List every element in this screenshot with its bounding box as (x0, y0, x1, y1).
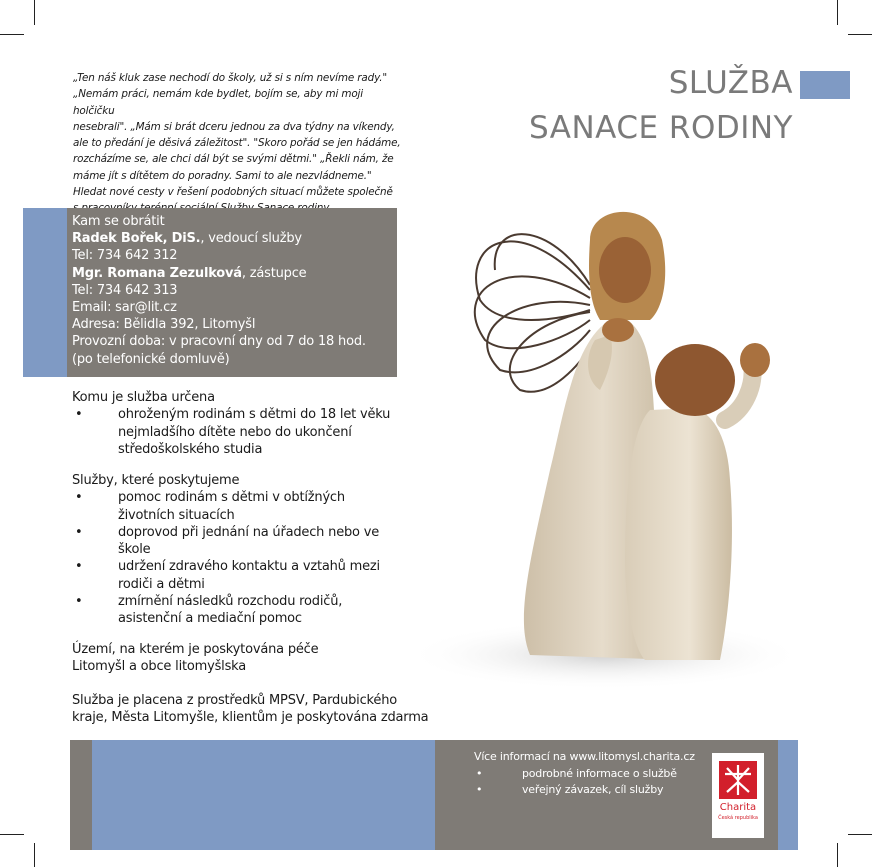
bullet-icon: • (75, 524, 83, 540)
funding-note (72, 692, 429, 727)
child-body (625, 408, 732, 660)
territory-section (72, 641, 402, 676)
crop-mark (848, 834, 872, 835)
contact-heading: Kam se obrátit (72, 214, 165, 229)
footer-blue-right (778, 740, 798, 850)
footer-blue-panel (92, 740, 435, 850)
page-title-line1: SLUŽBA (668, 65, 793, 101)
logo-subtitle: Česká republika (718, 815, 758, 821)
contact-person-2 (72, 265, 397, 282)
person2-role: , zástupce (241, 265, 307, 281)
crop-mark (0, 34, 24, 35)
list-item: • doprovod při jednání na úřadech nebo ve škole (75, 524, 380, 558)
intro-quote (73, 70, 403, 217)
footer-info-panel (435, 740, 778, 850)
charita-cross-icon (719, 761, 757, 799)
services-heading: Služby, které poskytujeme (72, 473, 240, 488)
person2-name: Mgr. Romana Zezulková (72, 265, 242, 281)
child-head (655, 344, 735, 416)
crop-mark (34, 843, 35, 867)
contact-hours-note: (po telefonické domluvě) (72, 351, 230, 367)
funding-line-1: Služba je placena z prostředků MPSV, Pardubického (72, 693, 397, 708)
contact-person-1 (72, 230, 397, 247)
contact-hours: Provozní doba: v pracovní dny od 7 do 18 hod. (72, 334, 366, 350)
bullet-icon: • (75, 559, 83, 575)
list-item: • ohroženým rodinám s dětmi do 18 let věku nejmladšího dítěte nebo do ukončení středoškolského studia (75, 407, 391, 457)
charita-logo (712, 753, 764, 838)
bullet-icon: • (75, 490, 83, 506)
contact-email: Email: sar@lit.cz (72, 300, 177, 316)
territory-text: Litomyšl a obce litomyšlska (72, 659, 247, 675)
crop-mark (848, 34, 872, 35)
intro-line: máme jít s dítětem do poradny. Sami to ale nezvládneme." (73, 169, 372, 182)
list-item: • podrobné informace o službě (474, 766, 695, 783)
intro-line: ale to předání je děsivá záležitost". "Skoro pořád se jen hádáme, (73, 137, 401, 150)
logo-name: Charita (719, 802, 757, 813)
intro-line: „Nemám práci, nemám kde bydlet, bojím se, aby mi moji holčičku (73, 88, 363, 117)
crop-mark (0, 834, 24, 835)
for-whom-section (72, 389, 402, 458)
person1-phone: Tel: 734 642 312 (72, 248, 178, 264)
child-hand (740, 343, 770, 377)
for-whom-heading: Komu je služba určena (72, 390, 215, 405)
bullet-icon: • (476, 766, 483, 780)
contact-address: Adresa: Bělidla 392, Litomyšl (72, 317, 256, 333)
bullet-icon: • (75, 407, 83, 423)
intro-line: „Ten náš kluk zase nechodí do školy, už si s ním nevíme rady." (73, 72, 388, 84)
angel-hand (602, 318, 634, 342)
angel-face (599, 237, 651, 303)
list-item: • udržení zdravého kontaktu a vztahů mezi rodiči a dětmi (75, 559, 380, 592)
bullet-icon: • (75, 594, 83, 610)
bullet-icon: • (476, 783, 483, 796)
contact-box (67, 208, 397, 377)
crop-mark (837, 843, 838, 867)
person1-role: , vedoucí služby (200, 231, 302, 247)
more-info-heading[interactable]: Více informací na www.litomysl.charita.cz (474, 750, 695, 763)
intro-line: rozcházíme se, ale chci dál být se svými dětmi." „Řekli nám, že (73, 153, 394, 166)
list-item: • zmírnění následků rozchodu rodičů, asistenční a mediační pomoc (75, 594, 343, 627)
person1-name: Radek Bořek, DiS. (72, 231, 201, 247)
territory-heading: Území, na kterém je poskytována péče (72, 642, 319, 657)
footer-gray-left (70, 740, 92, 850)
intro-line: nesebrali". „Mám si brát dceru jednou za dva týdny na víkendy, (73, 120, 395, 133)
person2-phone: Tel: 734 642 313 (72, 282, 178, 298)
crop-mark (34, 0, 35, 25)
list-item: • veřejný závazek, cíl služby (474, 782, 695, 799)
funding-line-2: kraje, Města Litomyšle, klientům je poskytována zdarma (72, 710, 429, 726)
crop-mark (837, 0, 838, 25)
list-item: • pomoc rodinám s dětmi v obtížných životních situacích (75, 490, 345, 523)
contact-accent-bar (23, 208, 67, 377)
intro-line: Hledat nové cesty v řešení podobných situací můžete společně (73, 186, 393, 199)
angel-figurine-image (400, 180, 820, 720)
page-title-line2: SANACE RODINY (529, 110, 793, 146)
services-section (72, 472, 402, 628)
title-accent-bar (800, 71, 850, 99)
more-info (474, 749, 695, 799)
